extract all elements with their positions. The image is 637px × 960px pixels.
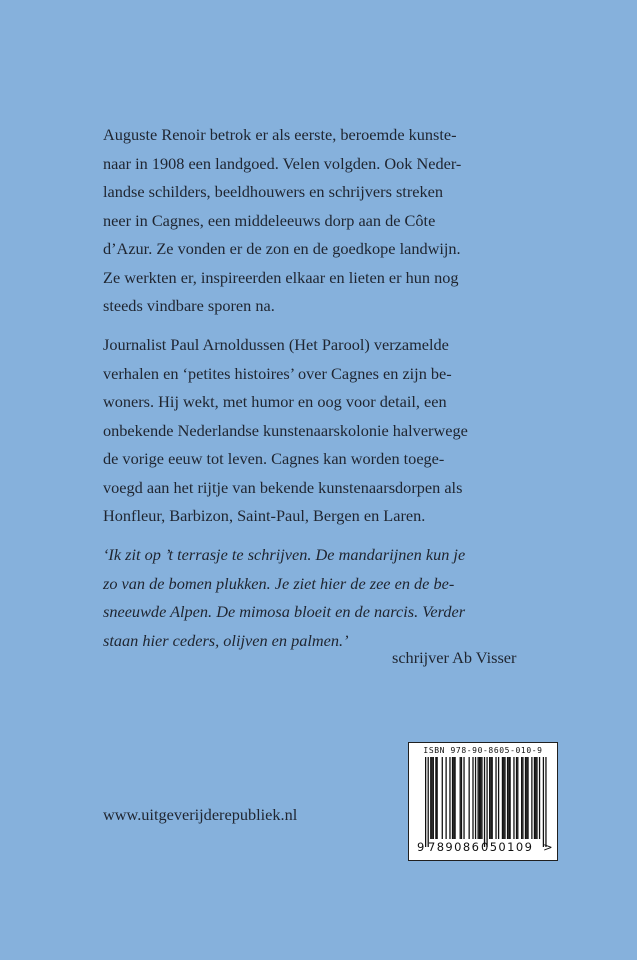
barcode-bar	[535, 757, 536, 839]
text-line: onbekende Nederlandse kunstenaarskolonie halverwege	[103, 420, 468, 440]
barcode-bar	[480, 757, 481, 839]
quote-author: schrijver Ab Visser	[392, 648, 517, 667]
text-line: Ze werkten er, inspireerden elkaar en lieten er hun nog	[103, 267, 459, 287]
barcode-bar	[453, 757, 454, 839]
text-line: neer in Cagnes, een middeleeuws dorp aan de Côte	[103, 210, 436, 230]
barcode-bar	[489, 757, 490, 839]
barcode-bar	[526, 757, 527, 839]
barcode-left-group: 789086	[428, 840, 481, 854]
barcode-bar	[527, 757, 528, 839]
barcode-bar	[469, 757, 470, 839]
barcode-arrow: >	[543, 840, 553, 854]
barcode-bar	[433, 757, 434, 839]
barcode-bar	[428, 757, 429, 847]
barcode-bar	[503, 757, 504, 839]
text-line: landse schilders, beeldhouwers en schrijvers streken	[103, 182, 443, 201]
barcode-bar	[484, 757, 485, 847]
barcode-bar	[492, 757, 493, 839]
text-line: voegd aan het rijtje van bekende kunstenaarsdorpen als	[103, 477, 463, 497]
barcode-bar	[472, 757, 473, 839]
text-line: de vorige eeuw tot leven. Cagnes kan worden toege-	[103, 449, 445, 468]
barcode-bar	[536, 757, 537, 839]
barcode-bar	[425, 757, 426, 847]
barcode-bar	[431, 757, 432, 839]
barcode-bar	[525, 757, 526, 839]
barcode-bar	[517, 757, 518, 839]
quote	[103, 541, 543, 655]
barcode-bar	[463, 757, 464, 839]
text-line: verhalen en ‘petites histoires’ over Cagnes en zijn be-	[103, 363, 452, 383]
barcode-bar	[531, 757, 532, 839]
isbn-label: ISBN 978-90-8605-010-9	[423, 746, 543, 755]
publisher-website[interactable]: www.uitgeverijderepubliek.nl	[103, 805, 298, 824]
description-paragraph-1	[103, 121, 543, 321]
quote-line: staan hier ceders, olijven en palmen.’	[103, 630, 349, 650]
barcode-bar	[498, 757, 499, 839]
isbn-barcode	[408, 742, 558, 861]
text-line: woners. Hij wekt, met humor en oog voor detail, een	[103, 392, 447, 411]
barcode-bar	[522, 757, 523, 839]
barcode-bar	[508, 757, 509, 839]
barcode-bar	[460, 757, 461, 839]
quote-line: ‘Ik zit op ’t terrasje te schrijven. De mandarijnen kun je	[103, 545, 466, 564]
barcode-bar	[479, 757, 480, 839]
quote-line: sneeuwde Alpen. De mimosa bloeit en de narcis. Verder	[103, 602, 466, 621]
barcode-digits	[409, 840, 557, 858]
barcode-bar	[490, 757, 491, 839]
barcode-bar	[504, 757, 505, 839]
barcode-first-digit: 9	[417, 840, 425, 854]
barcode-bar	[452, 757, 453, 839]
barcode-bar	[521, 757, 522, 839]
quote-line: zo van de bomen plukken. Je ziet hier de zee en de be-	[103, 573, 455, 593]
barcode-bar	[461, 757, 462, 839]
barcode-bar	[509, 757, 510, 839]
barcode-bar	[534, 757, 535, 839]
barcode-bar	[481, 757, 482, 839]
text-line: naar in 1908 een landgoed. Velen volgden. Ook Neder-	[103, 153, 462, 173]
text-line: Honfleur, Barbizon, Saint-Paul, Bergen en Laren.	[103, 506, 426, 525]
barcode-bar	[545, 757, 546, 847]
barcode-bar	[454, 757, 455, 839]
barcode-bar	[507, 757, 508, 839]
barcode-bar	[435, 757, 436, 839]
barcode-bar	[543, 757, 544, 847]
barcode-bar	[449, 757, 450, 839]
barcode-bar	[495, 757, 496, 839]
text-line: d’Azur. Ze vonden er de zon en de goedkope landwijn.	[103, 239, 461, 258]
text-line: steeds vindbare sporen na.	[103, 296, 275, 315]
barcode-bar	[477, 757, 478, 839]
barcode-bar	[445, 757, 446, 839]
barcode-bar	[502, 757, 503, 839]
text-line: Journalist Paul Arnoldussen (Het Parool) verzamelde	[103, 335, 449, 354]
barcode-bar	[437, 757, 438, 839]
barcode-bar	[442, 757, 443, 839]
barcode-bar	[539, 757, 540, 839]
text-line: Auguste Renoir betrok er als eerste, beroemde kunste-	[103, 125, 457, 144]
barcode-bar	[486, 757, 487, 847]
barcode-bar	[475, 757, 476, 839]
barcode-right-group: 050109	[481, 840, 534, 854]
barcode-bar	[516, 757, 517, 839]
description-paragraph-2	[103, 331, 543, 531]
barcode-bar	[430, 757, 431, 839]
barcode-bar	[513, 757, 514, 839]
